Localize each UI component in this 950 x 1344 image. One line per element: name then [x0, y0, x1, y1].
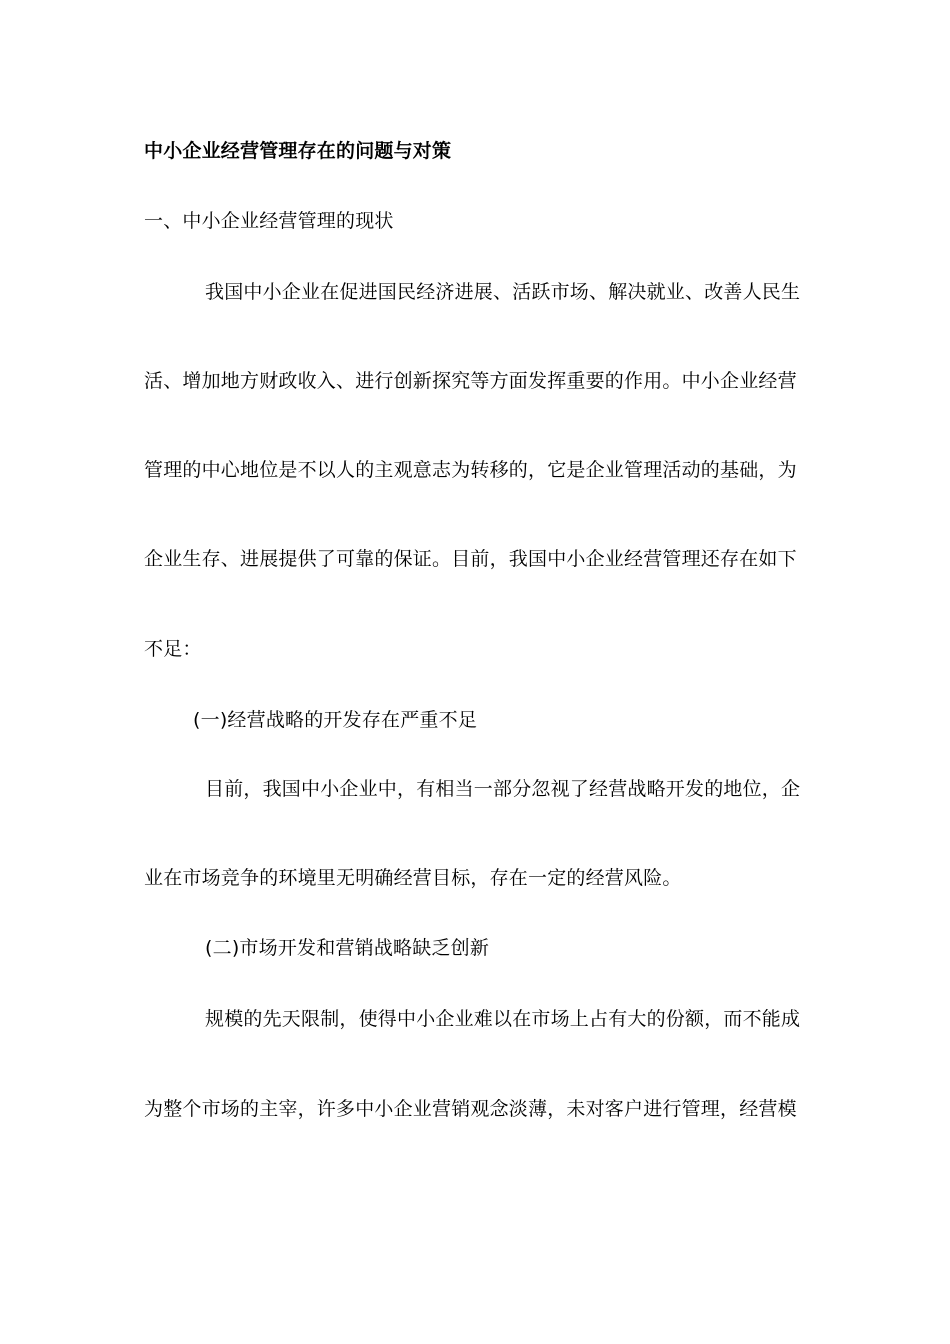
paragraph-line: 活、增加地方财政收入、进行创新探究等方面发挥重要的作用。中小企业经营: [144, 370, 797, 392]
section-heading: 一、中小企业经营管理的现状: [144, 210, 394, 232]
subheading: (二)市场开发和营销战略缺乏创新: [205, 937, 490, 959]
subheading: (一)经营战略的开发存在严重不足: [193, 709, 478, 731]
paragraph-line: 为整个市场的主宰，许多中小企业营销观念淡薄，未对客户进行管理，经营模: [144, 1098, 797, 1120]
paragraph-line: 规模的先天限制，使得中小企业难以在市场上占有大的份额，而不能成: [205, 1008, 801, 1030]
paragraph-line: 目前，我国中小企业中，有相当一部分忽视了经营战略开发的地位，企: [205, 778, 801, 800]
paragraph-line: 我国中小企业在促进国民经济进展、活跃市场、解决就业、改善人民生: [205, 281, 801, 303]
paragraph-line: 不足：: [144, 638, 202, 660]
paragraph-line: 业在市场竞争的环境里无明确经营目标，存在一定的经营风险。: [144, 867, 682, 889]
document-title: 中小企业经营管理存在的问题与对策: [144, 140, 452, 162]
paragraph-line: 管理的中心地位是不以人的主观意志为转移的，它是企业管理活动的基础，为: [144, 459, 797, 481]
paragraph-line: 企业生存、进展提供了可靠的保证。目前，我国中小企业经营管理还存在如下: [144, 548, 797, 570]
